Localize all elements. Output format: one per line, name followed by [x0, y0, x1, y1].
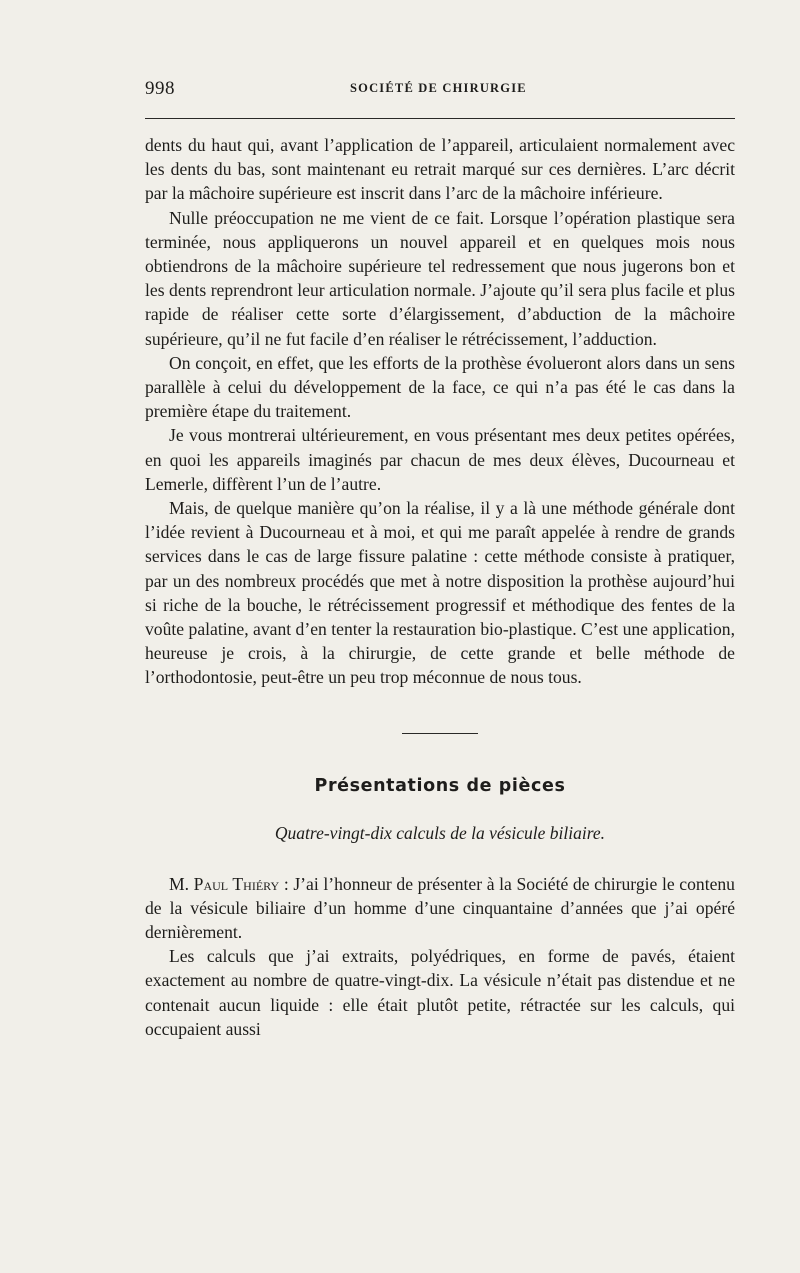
- section-divider: [402, 733, 478, 734]
- speaker-name: Paul Thiéry: [193, 873, 280, 894]
- page-number: 998: [145, 78, 175, 99]
- paragraph-4: Je vous montrerai ultérieurement, en vous présentant mes deux petites opérées, en quoi les appareils imaginés par chacun de mes deux élèves, Ducourneau et Lemerle, diffèrent l’un de l’autre.: [145, 425, 735, 494]
- paragraph-1: dents du haut qui, avant l’application de l’appareil, articulaient normalement avec les dents du bas, sont maintenant eu retrait marqué sur ces dernières. L’arc décrit par la mâchoire supérieure est inscrit dans l’arc de la mâchoire inférieure.: [145, 135, 735, 204]
- body-text: [145, 133, 735, 690]
- book-page: [145, 78, 735, 1248]
- paragraph-3: On conçoit, en effet, que les efforts de la prothèse évolueront alors dans un sens parallèle à celui du développement de la face, ce qui n’a pas été le cas dans la première étape du traitement.: [145, 352, 735, 422]
- running-title: SOCIÉTÉ DE CHIRURGIE: [350, 81, 527, 95]
- presentation-paragraph-1-text: : J’ai l’honneur de présenter à la Société de chirurgie le contenu de la vésicule biliaire d’un homme d’une cinquantaine d’années que j’ai opéré dernièrement.: [145, 873, 735, 943]
- header-rule: [145, 118, 735, 119]
- subsection-title: Quatre-vingt-dix calculs de la vésicule biliaire.: [274, 822, 606, 843]
- paragraph-5: Mais, de quelque manière qu’on la réalise, il y a là une méthode générale dont l’idée revient à Ducourneau et à moi, et qui me paraît appelée à rendre de grands services dans le cas de large fissure palatine : cette méthode consiste à pratiquer, par un des nombreux procédés que met à notre disposition la prothèse aujourd’hui si riche de la bouche, le rétrécissement progressif et méthodique des fentes de la voûte palatine, avant d’en tenter la restauration bio-plastique. C’est une application, heureuse je crois, à la chirurgie, de cette grande et belle méthode de l’orthodontosie, peut-être un peu trop méconnue de nous tous.: [145, 498, 735, 688]
- presentation-paragraph-2: Les calculs que j’ai extraits, polyédriques, en forme de pavés, étaient exactement au nombre de quatre-vingt-dix. La vésicule n’était pas distendue et ne contenait aucun liquide : elle était plutôt petite, rétractée sur les calculs, qui occupaient aussi: [145, 946, 735, 1039]
- presentation-paragraph-1: [145, 872, 735, 945]
- speaker-prefix: M.: [169, 873, 194, 894]
- running-head: [145, 78, 735, 104]
- paragraph-2: Nulle préoccupation ne me vient de ce fait. Lorsque l’opération plastique sera terminée, nous appliquerons un nouvel appareil et en quelques mois nous obtiendrons de la mâchoire supérieure tel redressement que nous jugerons bon et les dents reprendront leur articulation normale. J’ajoute qu’il sera plus facile et plus rapide de réaliser cette sorte d’élargissement, d’abduction de la mâchoire supérieure, qu’il ne fut facile d’en réaliser le rétrécissement, l’adduction.: [145, 207, 735, 349]
- section-title: Présentations de pièces: [314, 775, 566, 796]
- presentation-text: [145, 872, 735, 1041]
